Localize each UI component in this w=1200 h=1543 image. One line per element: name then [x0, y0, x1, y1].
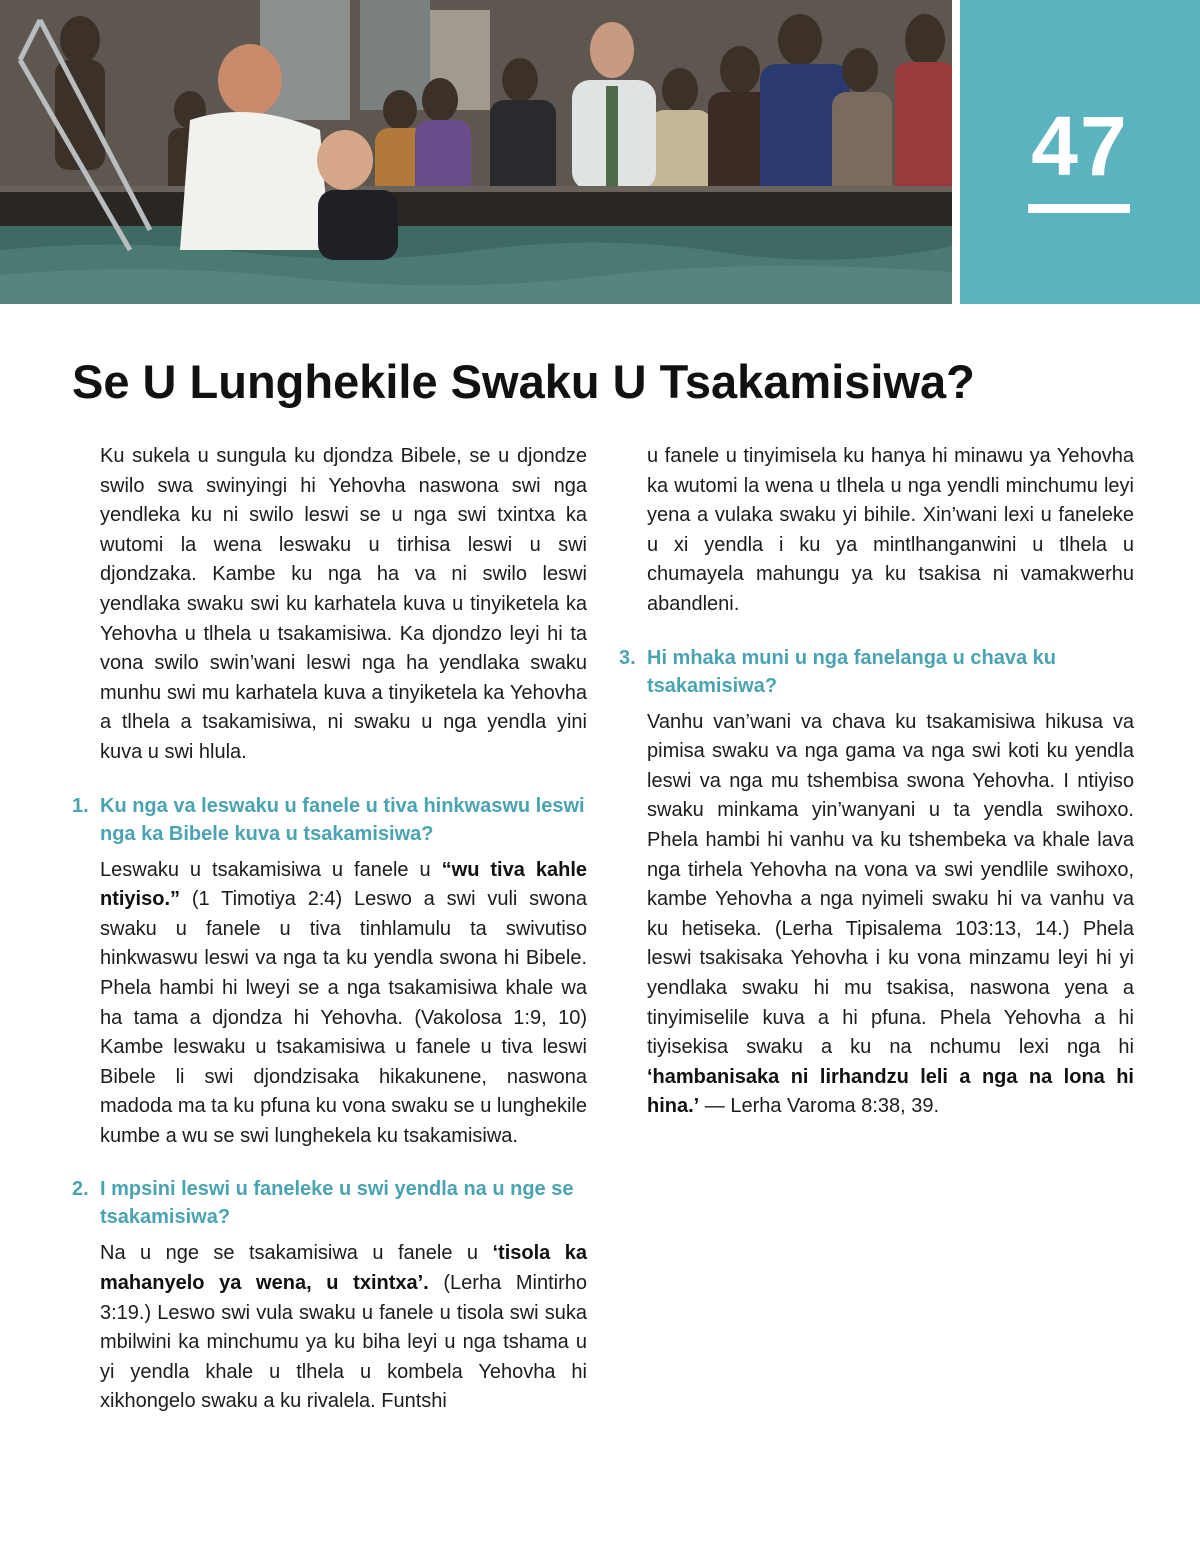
question-1-number: 1.	[72, 794, 89, 817]
answer-1-text-end: (1 Timotiya 2:4) Leswo a swi vuli swona swaku u fanele u tiva tinhlamulu ta swivutiso hinkwaswu leswi va nga ta ku yendla swona hi Bibele. Phela hambi hi lweyi se a nga tsakamisiwa khale wa ha tama a djondza hi Yehovha. (Vakolosa 1:9, 10) Kambe leswaku u tsakamisiwa u fanele u tiva leswi Bibele li swi djondzisaka hikakunene, naswona madoda ma ta ku pfuna ku vona swaku se u lunghekile kumbe a wu se swi lunghekela ku tsakamisiwa.	[100, 888, 587, 1147]
lesson-number-panel	[960, 0, 1200, 304]
question-2-text: I mpsini leswi u faneleke u swi yendla na u nge se tsakamisiwa?	[100, 1178, 574, 1229]
answer-2-text-start: Na u nge se tsakamisiwa u fanele u	[100, 1242, 493, 1265]
intro-paragraph: Ku sukela u sungula ku djondza Bibele, se u djondze swilo swa swinyingi hi Yehovha naswona swi nga yendleka ku ni swilo leswi se u nga swi txintxa ka wutomi la wena leswaku u tirhisa leswi u swi djondzaka. Kambe ku nga ha va ni swilo leswi yendlaka swaku swi ku karhatela kuva u tinyiketela ka Yehovha u tlhela u tsakamisiwa. Ka djondzo leyi hi ta vona swilo swin’wani leswi nga ha yendlaka swaku munhu swi mu karhatela kuva a tinyiketela ka Yehovha a tlhela a tsakamisiwa, ni swaku u nga yendla yini kuva u swi hlula.	[100, 445, 587, 763]
question-1-text: Ku nga va leswaku u fanele u tiva hinkwaswu leswi nga ka Bibele kuva u tsakamisiwa?	[100, 794, 585, 845]
left-column	[72, 442, 587, 1417]
answer-2-paragraph-part1	[72, 1239, 587, 1417]
lesson-underline	[1028, 204, 1130, 213]
answer-3-text-end: — Lerha Varoma 8:38, 39.	[699, 1095, 939, 1118]
header-photo	[0, 0, 952, 304]
page-title: Se U Lunghekile Swaku U Tsakamisiwa?	[72, 355, 975, 408]
baptism-photo-illustration	[0, 0, 952, 304]
answer-1-text-start: Leswaku u tsakamisiwa u fanele u	[100, 858, 442, 881]
answer-2-text-middle: (Lerha Mintirho 3:19.) Leswo swi vula swaku u fanele u tisola swi suka mbilwini ka minchumu ya ku biha leyi u nga tshama u yi yendla khale u tlhela u kombela Yehovha hi xikhongelo swaku a ku rivalela. Funtshi	[100, 1272, 587, 1413]
lesson-number: 47	[1031, 99, 1129, 193]
question-1	[72, 792, 587, 848]
right-column	[619, 442, 1134, 1122]
answer-1-paragraph	[72, 856, 587, 1152]
question-2	[72, 1175, 587, 1231]
answer-1-emphasis: “wu tiva kahle ntiyiso.”	[100, 858, 587, 911]
answer-3-paragraph	[619, 708, 1134, 1122]
question-3-number: 3.	[619, 646, 636, 669]
answer-3-text-start: Vanhu van’wani va chava ku tsakamisiwa hikusa va pimisa swaku va nga gama va nga swi koti ku yendla leswi va nga mu tshembisa swona Yehovha. I ntiyiso swaku minkama yin’wanyani u ta yendla swihoxo. Phela hambi hi vanhu va ku tshembeka va khale lava nga tirhela Yehovha na vona va swi yendlile swihoxo, kambe Yehovha a nga nyimeli swaku hi va vanhu va ku hetiseka. (Lerha Tipisalema 103:13, 14.) Phela leswi tsakisaka Yehovha i ku vona minzamu leyi hi yi yendlaka swaku hi mu tsakisa, naswona yena a tinyimiselile kuva a hi pfuna. Phela Yehovha a hi tiyisekisa swaku a ku na nchumu lexi nga hi	[647, 710, 1134, 1059]
answer-2-paragraph-part2: u fanele u tinyimisela ku hanya hi minawu ya Yehovha ka wutomi la wena u tlhela u nga yendli minchumu leyi yena a vulaka swaku yi bihile. Xin’wani lexi u faneleke u xi yendla i ku ya mintlhanganwini u tlhela u chumayela mahungu ya ku tsakisa ni vamakwerhu abandleni.	[647, 445, 1134, 615]
question-2-number: 2.	[72, 1178, 89, 1201]
question-3	[619, 644, 1134, 700]
question-3-text: Hi mhaka muni u nga fanelanga u chava ku tsakamisiwa?	[647, 646, 1056, 697]
answer-2-emphasis: ‘tisola ka mahanyelo ya wena, u txintxa’.	[100, 1242, 587, 1295]
answer-3-emphasis: ‘hambanisaka ni lirhandzu leli a nga na lona hi hina.’	[647, 1065, 1134, 1118]
